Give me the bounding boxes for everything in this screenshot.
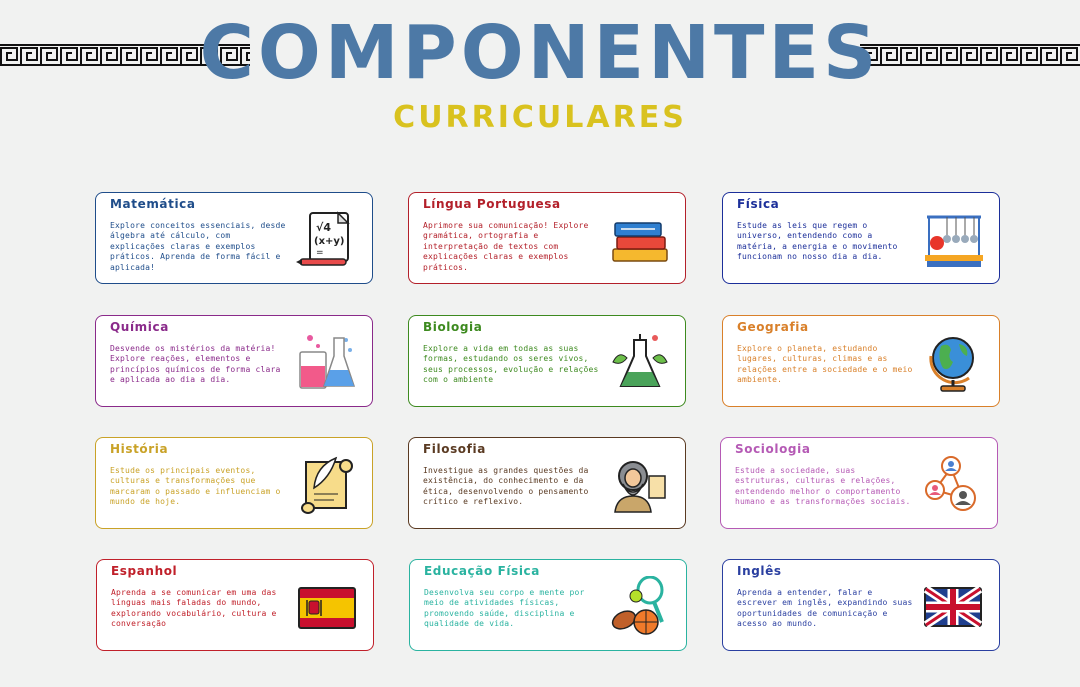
card-lingua-portuguesa[interactable]: [408, 192, 686, 284]
card-biologia[interactable]: [408, 315, 686, 407]
card-title: Inglês: [737, 564, 782, 578]
card-geografia[interactable]: [722, 315, 1000, 407]
page-title: COMPONENTES: [199, 10, 881, 96]
scroll-quill-icon: [296, 454, 358, 516]
card-description: Aprenda a se comunicar em uma das línguas mais faladas do mundo, explorando vocabulário, cultura e conversação: [111, 588, 277, 629]
biology-flask-icon: [609, 332, 671, 394]
page-subtitle: CURRICULARES: [393, 100, 687, 135]
math-icon: [296, 209, 358, 271]
card-description: Desenvolva seu corpo e mente por meio de atividades físicas, promovendo saúde, disciplina e qualidade de vida.: [424, 588, 585, 629]
people-network-icon: [921, 454, 983, 516]
card-quimica[interactable]: [95, 315, 373, 407]
card-description: Explore conceitos essenciais, desde álgebra até cálculo, com explicações claras e exemplos práticos. Aprenda de forma fácil e aplicada!: [110, 221, 286, 272]
card-title: História: [110, 442, 169, 456]
uk-flag-icon: [923, 576, 985, 638]
card-filosofia[interactable]: [408, 437, 686, 529]
svg-text:(x+y): (x+y): [314, 236, 345, 247]
svg-text:=: =: [316, 248, 324, 258]
card-title: Espanhol: [111, 564, 178, 578]
card-description: Estude os principais eventos, culturas e transformações que marcaram o passado e influenciam o mundo de hoje.: [110, 466, 281, 507]
card-title: Matemática: [110, 197, 196, 211]
card-fisica[interactable]: [722, 192, 1000, 284]
books-icon: [609, 209, 671, 271]
card-description: Explore a vida em todas as suas formas, estudando os seres vivos, seus processos, evolução e relações com o ambiente: [423, 344, 599, 385]
card-title: Sociologia: [735, 442, 811, 456]
card-title: Biologia: [423, 320, 483, 334]
card-description: Desvende os mistérios da matéria! Explore reações, elementos e princípios químicos de forma clara e aplicada ao dia a dia.: [110, 344, 281, 385]
card-title: Química: [110, 320, 169, 334]
sports-balls-icon: [610, 576, 672, 638]
card-title: Geografia: [737, 320, 809, 334]
card-title: Filosofia: [423, 442, 486, 456]
card-description: Aprenda a entender, falar e escrever em inglês, expandindo suas oportunidades de comunicação e acesso ao mundo.: [737, 588, 913, 629]
card-espanhol[interactable]: [96, 559, 374, 651]
card-matematica[interactable]: [95, 192, 373, 284]
newtons-cradle-icon: [923, 209, 985, 271]
globe-icon: [923, 332, 985, 394]
spain-flag-icon: [297, 576, 359, 638]
card-educacao-fisica[interactable]: [409, 559, 687, 651]
card-title: Educação Física: [424, 564, 540, 578]
philosopher-icon: [609, 454, 671, 516]
card-title: Língua Portuguesa: [423, 197, 561, 211]
card-title: Física: [737, 197, 780, 211]
flasks-icon: [296, 332, 358, 394]
card-description: Estude a sociedade, suas estruturas, culturas e relações, entendendo melhor o comportamento humano e as transformações sociais.: [735, 466, 911, 507]
card-description: Explore o planeta, estudando lugares, culturas, climas e as relações entre a sociedade e o meio ambiente.: [737, 344, 913, 385]
card-ingles[interactable]: [722, 559, 1000, 651]
card-sociologia[interactable]: [720, 437, 998, 529]
card-description: Aprimore sua comunicação! Explore gramática, ortografia e interpretação de textos com explicações claras e exemplos práticos.: [423, 221, 589, 272]
card-historia[interactable]: [95, 437, 373, 529]
card-description: Estude as leis que regem o universo, entendendo como a matéria, a energia e o movimento funcionam no nosso dia a dia.: [737, 221, 898, 262]
card-description: Investigue as grandes questões da existência, do conhecimento e da ética, desenvolvendo o pensamento crítico e reflexivo.: [423, 466, 589, 507]
svg-text:√4: √4: [316, 221, 331, 234]
